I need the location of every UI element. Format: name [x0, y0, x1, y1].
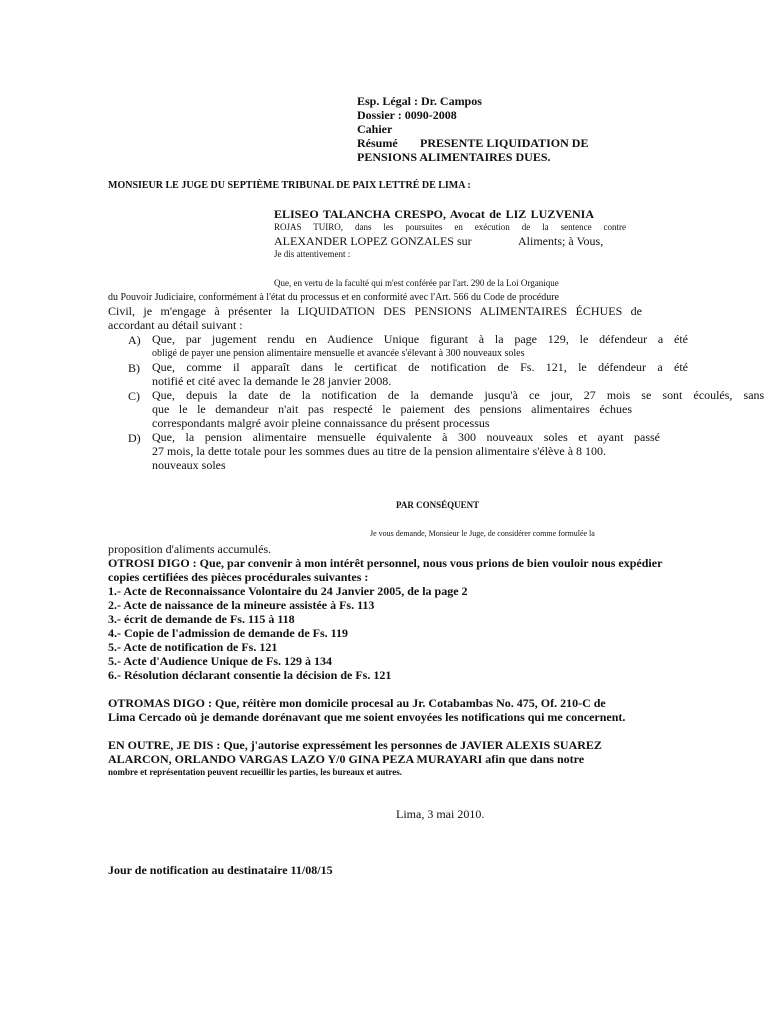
intro-line-1: Que, en vertu de la faculté qui m'est conférée par l'art. 290 de la Loi Organique: [274, 278, 559, 288]
intro-line-4: accordant au détail suivant :: [108, 318, 243, 332]
item-c-line-1: Que, depuis la date de la notification de la demande jusqu'à ce jour, 27 mois se sont écoulés, sans: [152, 388, 765, 402]
resume-text-2: PENSIONS ALIMENTAIRES DUES.: [357, 150, 551, 164]
otrosi-list-item: 3.- écrit de demande de Fs. 115 à 118: [108, 612, 295, 626]
item-d-line-3: nouveaux soles: [152, 458, 226, 472]
place-date: Lima, 3 mai 2010.: [396, 807, 485, 821]
item-a-marker: A): [128, 333, 141, 347]
otromas-line-1: OTROMAS DIGO : Que, réitère mon domicile procesal au Jr. Cotabambas No. 475, Of. 210-C de: [108, 696, 606, 710]
party-line-4: Je dis attentivement :: [274, 249, 351, 259]
item-a-line-2: obligé de payer une pension alimentaire mensuelle et avancée s'élevant à 300 nouveaux soles: [152, 348, 525, 359]
item-c-line-3: correspondants malgré avoir pleine connaissance du présent processus: [152, 416, 490, 430]
otrosi-list-item: 5.- Acte de notification de Fs. 121: [108, 640, 278, 654]
otrosi-list-item: 4.- Copie de l'admission de demande de Fs. 119: [108, 626, 349, 640]
item-d-line-1: Que, la pension alimentaire mensuelle équivalente à 300 nouveaux soles et ayant passé: [152, 430, 660, 444]
otrosi-list-item: 1.- Acte de Reconnaissance Volontaire du 24 Janvier 2005, de la page 2: [108, 584, 468, 598]
en-outre-line-2: ALARCON, ORLANDO VARGAS LAZO Y/0 GINA PEZA MURAYARI afin que dans notre: [108, 752, 585, 766]
resume-label: Résumé: [357, 136, 398, 150]
party-line-2: ROJAS TUIRO, dans les poursuites en exécution de la sentence contre: [274, 222, 626, 232]
intro-line-3: Civil, je m'engage à présenter la LIQUIDATION DES PENSIONS ALIMENTAIRES ÉCHUES de: [108, 304, 642, 318]
otrosi-line-1: OTROSI DIGO : Que, par convenir à mon intérêt personnel, nous vous prions de bien vouloir nous expédier: [108, 556, 663, 570]
cahier-label: Cahier: [357, 122, 393, 136]
otrosi-list-item: 6.- Résolution déclarant consentie la décision de Fs. 121: [108, 668, 392, 682]
otrosi-line-2: copies certifiées des pièces procédurales suivantes :: [108, 570, 369, 584]
otromas-line-2: Lima Cercado où je demande dorénavant que me soient envoyées les notifications qui me concernent.: [108, 710, 626, 724]
notification-date: Jour de notification au destinataire 11/08/15: [108, 863, 333, 877]
en-outre-line-1: EN OUTRE, JE DIS : Que, j'autorise expressément les personnes de JAVIER ALEXIS SUAREZ: [108, 738, 602, 752]
dossier-number: Dossier : 0090-2008: [357, 108, 457, 122]
par-consequent-heading: PAR CONSÉQUENT: [396, 500, 480, 510]
item-b-line-1: Que, comme il apparaît dans le certificat de notification de Fs. 121, le défendeur a été: [152, 360, 688, 374]
item-d-line-2: 27 mois, la dette totale pour les sommes dues au titre de la pension alimentaire s'élève à 8 100.: [152, 444, 607, 458]
item-d-marker: D): [128, 431, 141, 445]
otrosi-list-item: 5.- Acte d'Audience Unique de Fs. 129 à 134: [108, 654, 333, 668]
otrosi-list-item: 2.- Acte de naissance de la mineure assistée à Fs. 113: [108, 598, 375, 612]
party-line-3-left: ALEXANDER LOPEZ GONZALES sur: [274, 234, 472, 248]
item-b-marker: B): [128, 361, 140, 375]
demand-line-2: proposition d'aliments accumulés.: [108, 542, 272, 556]
item-b-line-2: notifié et cité avec la demande le 28 janvier 2008.: [152, 374, 392, 388]
en-outre-line-3: nombre et représentation peuvent recueillir les parties, les bureaux et autres.: [108, 767, 402, 777]
party-line-3-right: Aliments; à Vous,: [518, 234, 604, 248]
resume-text: PRESENTE LIQUIDATION DE: [420, 136, 589, 150]
esp-legal: Esp. Légal : Dr. Campos: [357, 94, 482, 108]
party-line-1: ELISEO TALANCHA CRESPO, Avocat de LIZ LUZVENIA: [274, 207, 594, 221]
item-c-line-2: que le le demandeur n'ait pas respecté le paiement des pensions alimentaires échues: [152, 402, 632, 416]
demand-line-1: Je vous demande, Monsieur le Juge, de considérer comme formulée la: [370, 529, 595, 538]
intro-line-2: du Pouvoir Judiciaire, conformément à l'état du processus et en conformité avec l'Art. 566 du Code de procédure: [108, 292, 559, 303]
item-c-marker: C): [128, 389, 140, 403]
item-a-line-1: Que, par jugement rendu en Audience Unique figurant à la page 129, le défendeur a été: [152, 332, 688, 346]
addressee: MONSIEUR LE JUGE DU SEPTIÈME TRIBUNAL DE PAIX LETTRÉ DE LIMA :: [108, 180, 471, 191]
